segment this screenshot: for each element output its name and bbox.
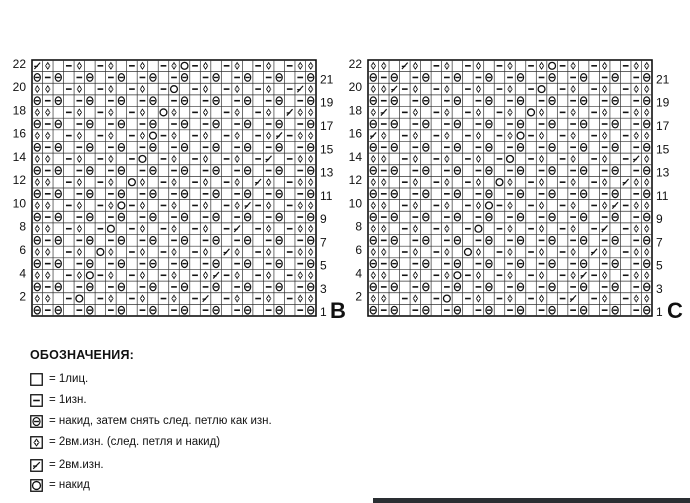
legend-item-p2tog [30, 456, 104, 474]
row-label-left: 14 [12, 149, 26, 164]
row-label-left: 2 [19, 289, 26, 304]
row-label-right: 13 [320, 165, 334, 180]
legend-item-knit [30, 370, 88, 388]
row-label-left: 16 [348, 126, 362, 141]
row-label-right: 13 [656, 165, 670, 180]
row-label-right: 3 [656, 281, 663, 296]
row-label-left: 2 [355, 289, 362, 304]
row-label-right: 9 [320, 212, 327, 227]
row-label-left: 16 [12, 126, 26, 141]
row-label-right: 9 [656, 212, 663, 227]
p2tog-icon [30, 459, 43, 472]
row-label-right: 3 [320, 281, 327, 296]
legend-item-yo-slip-purlwise [30, 412, 272, 430]
row-label-left: 14 [348, 149, 362, 164]
row-label-left: 22 [12, 56, 26, 71]
row-label-left: 8 [19, 219, 26, 234]
legend-text: = 1изн. [49, 394, 87, 406]
legend-title: ОБОЗНАЧЕНИЯ: [30, 348, 135, 362]
legend-text: = накид, затем снять след. петлю как изн. [49, 415, 272, 427]
row-label-right: 7 [320, 235, 327, 250]
row-label-left: 18 [12, 103, 26, 118]
row-label-right: 19 [320, 95, 334, 110]
photo-edge-strip [373, 498, 690, 503]
p2tog-st-yo-icon [30, 436, 43, 449]
legend-text: = 1лиц. [49, 373, 89, 385]
row-label-left: 10 [12, 196, 26, 211]
legend-item-purl [30, 391, 87, 409]
chart-b [13, 57, 346, 323]
row-label-left: 18 [348, 103, 362, 118]
chart-letter: B [330, 298, 346, 323]
row-label-right: 19 [656, 95, 670, 110]
legend-text: = накид [49, 479, 90, 491]
row-label-right: 5 [656, 258, 663, 273]
row-label-right: 21 [656, 72, 670, 87]
row-label-right: 1 [320, 305, 327, 320]
row-label-right: 5 [320, 258, 327, 273]
row-label-right: 11 [656, 188, 669, 203]
legend-item-yarn-over [30, 476, 90, 494]
yo-slip-purlwise-icon [30, 415, 43, 428]
knit-icon [30, 373, 43, 386]
row-label-left: 6 [19, 243, 26, 257]
chart-c [349, 57, 683, 323]
row-label-left: 6 [355, 243, 362, 257]
chart-letter: C [667, 298, 683, 323]
row-label-left: 10 [348, 196, 362, 211]
purl-icon [30, 394, 43, 407]
row-label-left: 12 [12, 173, 26, 188]
row-label-right: 21 [320, 72, 334, 87]
row-label-right: 15 [656, 142, 670, 157]
row-label-right: 11 [320, 188, 333, 203]
legend-text: = 2вм.изн. (след. петля и накид) [49, 436, 221, 448]
legend [30, 348, 450, 491]
row-label-left: 8 [355, 219, 362, 234]
row-label-right: 17 [656, 119, 670, 133]
row-label-left: 22 [348, 56, 362, 71]
row-label-left: 20 [12, 80, 26, 95]
row-label-left: 12 [348, 173, 362, 188]
row-label-right: 15 [320, 142, 334, 157]
row-label-left: 20 [348, 80, 362, 95]
row-label-left: 4 [19, 266, 26, 281]
row-label-right: 1 [656, 305, 663, 320]
row-label-right: 17 [320, 119, 334, 133]
legend-text: = 2вм.изн. [49, 459, 104, 471]
yarn-over-icon [30, 479, 43, 492]
legend-item-p2tog-st-yo [30, 433, 220, 451]
row-label-right: 7 [656, 235, 663, 250]
row-label-left: 4 [355, 266, 362, 281]
